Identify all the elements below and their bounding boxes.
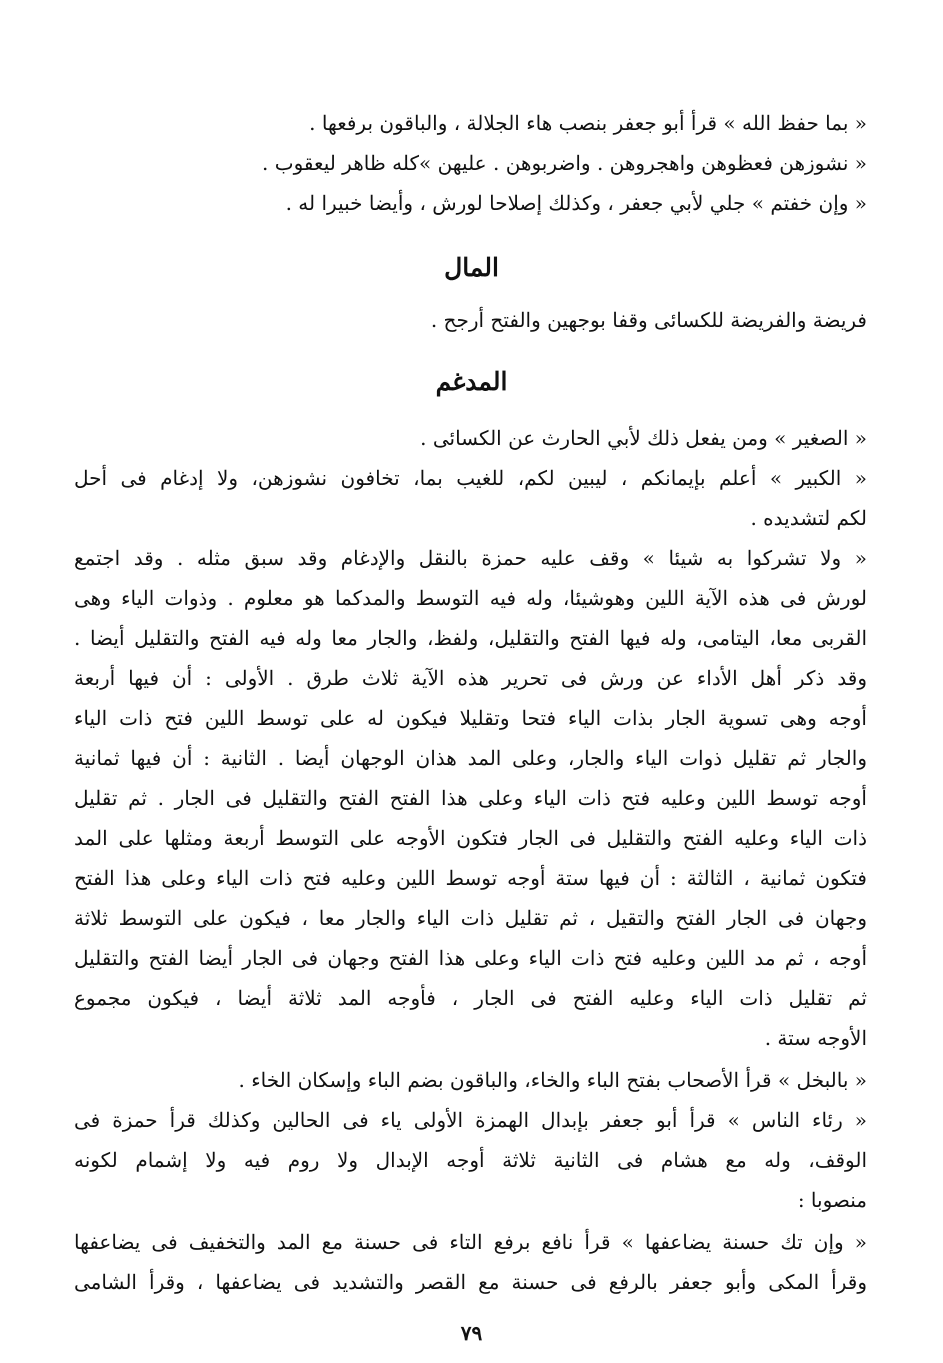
- text-line: أوجه توسط اللين وعليه فتح ذات الياء وعلى هذا الفتح الفتح والتقليل فى الجار . ثم تقليل: [74, 786, 867, 810]
- text-line: منصوبا :: [797, 1188, 867, 1212]
- text-line: أوجه وهى تسوية الجار بذات الياء فتحا وتقليلا فيكون له على توسط اللين فتح ذات الياء: [74, 706, 867, 730]
- text-line: وقرأ المكى وأبو جعفر بالرفع فى حسنة مع القصر والتشديد فى يضاعفها ، وقرأ الشامى: [74, 1270, 867, 1294]
- text-line: « ولا تشركوا به شيئا » وقف عليه حمزة بالنقل والإدغام وقد سبق مثله . وقد اجتمع: [74, 546, 867, 570]
- text-line: ذات الياء وعليه الفتح والتقليل فى الجار فتكون الأوجه على التوسط أربعة ومثلها على المد: [74, 826, 867, 850]
- text-line: « بما حفظ الله » قرأ أبو جعفر بنصب هاء الجلالة ، والباقون برفعها .: [309, 111, 867, 135]
- text-line: القربى معا، اليتامى، وله فيها الفتح والتقليل، ولفظ، والجار معا وله فيه الفتح والتقليل أيضا .: [74, 626, 867, 650]
- text-line: والجار ثم تقليل ذوات الياء والجار، وعلى المد هذان الوجهان أيضا . الثانية : أن فيها ثمانية: [74, 746, 867, 770]
- text-line: « رئاء الناس » قرأ أبو جعفر بإبدال الهمزة الأولى ياء فى الحالين وكذلك قرأ حمزة فى: [74, 1108, 867, 1132]
- text-line: الأوجه ستة .: [764, 1026, 867, 1050]
- text-line: الوقف، وله مع هشام فى الثانية ثلاثة أوجه الإبدال ولا روم فيه ولا إشمام لكونه: [74, 1148, 867, 1172]
- text-line: « نشوزهن فعظوهن واهجروهن . واضربوهن . عليهن »كله ظاهر ليعقوب .: [262, 151, 867, 175]
- section-heading-mal: المال: [444, 253, 499, 282]
- text-line: « بالبخل » قرأ الأصحاب بفتح الباء والخاء، والباقون بضم الباء وإسكان الخاء .: [238, 1068, 867, 1092]
- text-line: وجهان فى الجار الفتح والتقيل ، ثم تقليل ذات الياء والجار معا ، فيكون على التوسط ثلاثة: [74, 906, 867, 930]
- text-line: وقد ذكر أهل الأداء عن ورش فى تحرير هذه الآية ثلاث طرق . الأولى : أن فيها أربعة: [74, 666, 867, 690]
- text-line: فريضة والفريضة للكسائى وقفا بوجهين والفتح أرجح .: [430, 308, 867, 332]
- text-line: أوجه ، ثم مد اللين وعليه فتح ذات الياء وعلى هذا الفتح وجهان فى الجار أيضا الفتح والتقليل: [74, 946, 867, 970]
- text-line: « وإن تك حسنة يضاعفها » قرأ نافع برفع التاء فى حسنة مع المد والتخفيف فى يضاعفها: [74, 1230, 867, 1254]
- page-number: ٧٩: [460, 1321, 483, 1345]
- text-line: « الكبير » أعلم بإيمانكم ، ليبين لكم، للغيب بما، تخافون نشوزهن، ولا إدغام فى أحل: [74, 466, 867, 490]
- text-line: لورش فى هذه الآية اللين وهوشيئا، وله فيه التوسط والمدكما هو معلوم . وذوات الياء وهى: [74, 586, 867, 610]
- section-heading-mudgham: المدغم: [435, 367, 508, 396]
- text-line: لكم لتشديده .: [750, 506, 867, 530]
- text-line: « وإن خفتم » جلي لأبي جعفر ، وكذلك إصلاحا لورش ، وأيضا خبيرا له .: [285, 191, 867, 215]
- text-line: فتكون ثمانية ، الثالثة : أن فيها ستة أوجه توسط اللين وعليه فتح ذات الياء وعلى هذا الفتح: [74, 866, 867, 890]
- text-line: « الصغير » ومن يفعل ذلك لأبي الحارث عن الكسائى .: [420, 426, 867, 450]
- text-line: ثم تقليل ذات الياء وعليه الفتح فى الجار ، فأوجه المد ثلاثة أيضا ، فيكون مجموع: [74, 986, 867, 1010]
